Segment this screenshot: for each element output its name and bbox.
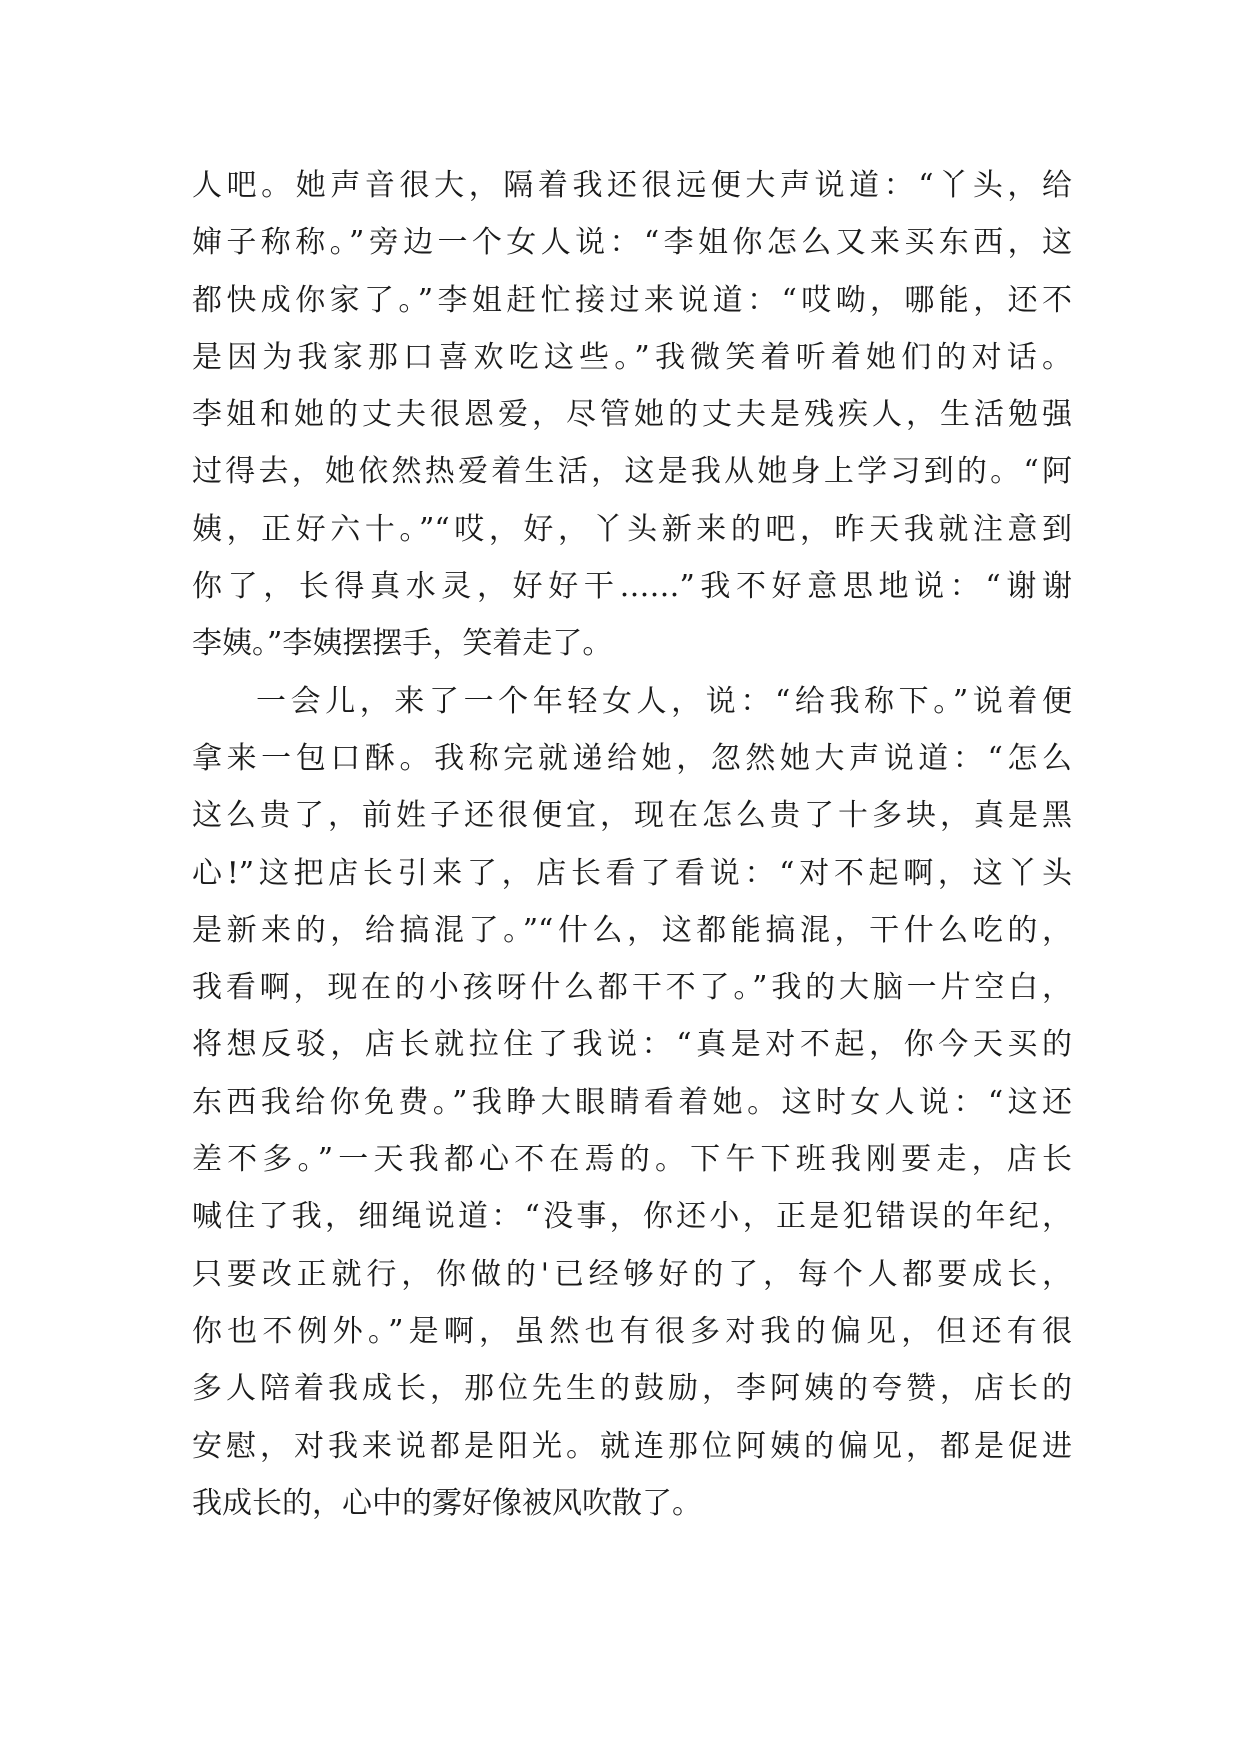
text-line: 只要改正就行，你做的'已经够好的了，每个人都要成长， (192, 1256, 1072, 1292)
text-line: 姨，正好六十。”“哎，好，丫头新来的吧，昨天我就注意到 (192, 511, 1072, 547)
text-line: 一会儿，来了一个年轻女人，说：“给我称下。”说着便 (256, 683, 1072, 719)
text-line: 都快成你家了。”李姐赶忙接过来说道：“哎呦，哪能，还不 (192, 282, 1072, 318)
text-line: 李姐和她的丈夫很恩爱，尽管她的丈夫是残疾人，生活勉强 (192, 397, 1072, 433)
text-line: 你了，长得真水灵，好好干……”我不好意思地说：“谢谢 (192, 569, 1072, 605)
text-line: 这么贵了，前姓子还很便宜，现在怎么贵了十多块，真是黑 (192, 798, 1072, 834)
text-line: 拿来一包口酥。我称完就递给她，忽然她大声说道：“怎么 (192, 740, 1072, 776)
text-line: 我看啊，现在的小孩呀什么都干不了。”我的大脑一片空白， (192, 970, 1072, 1006)
text-line: 李姨。”李姨摆摆手，笑着走了。 (192, 626, 613, 662)
text-line: 差不多。”一天我都心不在焉的。下午下班我刚要走，店长 (192, 1142, 1072, 1178)
body-text (192, 157, 1072, 1532)
text-line: 东西我给你免费。”我睁大眼睛看着她。这时女人说：“这还 (192, 1084, 1072, 1120)
text-line: 将想反驳，店长就拉住了我说：“真是对不起，你今天买的 (192, 1027, 1072, 1063)
text-line: 是新来的，给搞混了。”“什么，这都能搞混，干什么吃的， (192, 912, 1072, 948)
text-line: 心!”这把店长引来了，店长看了看说：“对不起啊，这丫头 (192, 855, 1072, 891)
text-line: 婶子称称。”旁边一个女人说：“李姐你怎么又来买东西，这 (192, 225, 1072, 261)
text-line: 多人陪着我成长，那位先生的鼓励，李阿姨的夸赞，店长的 (192, 1371, 1072, 1407)
text-line: 安慰，对我来说都是阳光。就连那位阿姨的偏见，都是促进 (192, 1428, 1072, 1464)
paragraph-1 (192, 157, 1072, 673)
text-line: 人吧。她声音很大，隔着我还很远便大声说道：“丫头，给 (192, 168, 1072, 203)
text-line: 是因为我家那口喜欢吃这些。”我微笑着听着她们的对话。 (192, 339, 1072, 375)
text-line: 喊住了我，细绳说道：“没事，你还小，正是犯错误的年纪， (192, 1199, 1072, 1235)
text-line: 你也不例外。”是啊，虽然也有很多对我的偏见，但还有很 (192, 1313, 1072, 1349)
text-line: 我成长的，心中的雾好像被风吹散了。 (192, 1485, 702, 1521)
paragraph-2 (192, 673, 1072, 1532)
text-line: 过得去，她依然热爱着生活，这是我从她身上学习到的。“阿 (192, 454, 1072, 490)
